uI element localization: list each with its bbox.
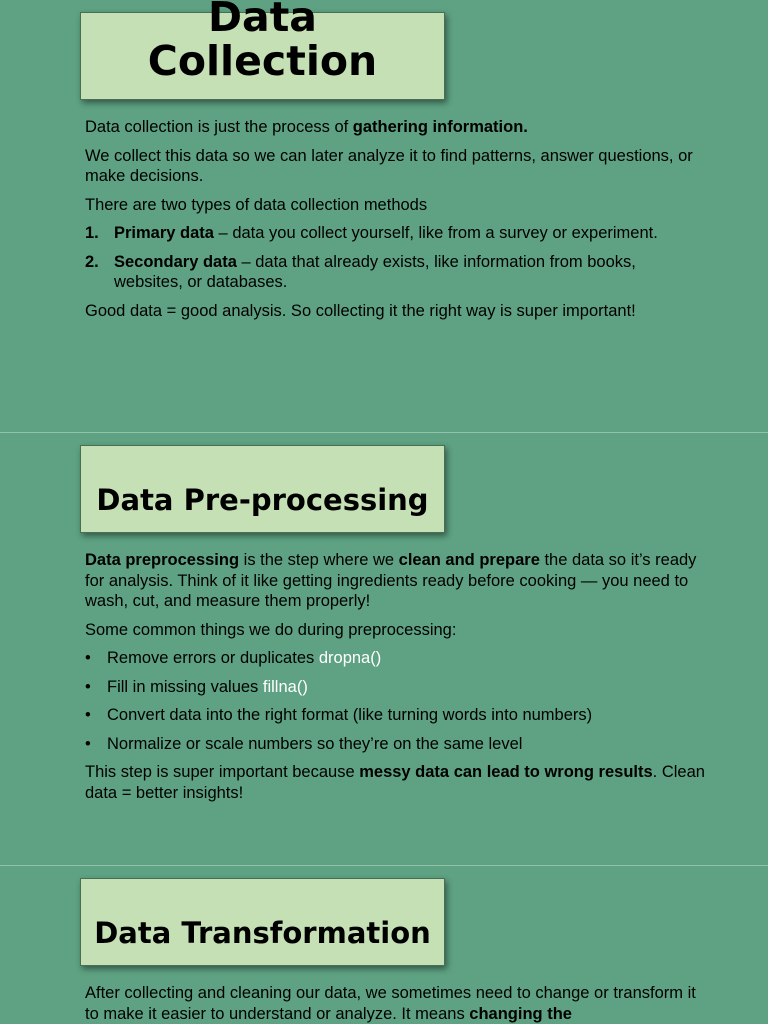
slide-title-box (80, 445, 445, 533)
slide-data-transformation (0, 866, 768, 1024)
bullet-icon: • (85, 649, 91, 667)
paragraph: After collecting and cleaning our data, we sometimes need to change or transform it to make it easier to understand or analyze. It means changing the (85, 984, 696, 1023)
list-item: 1. Primary data – data you collect yourself, like from a survey or experiment. (85, 224, 658, 242)
code-snippet: fillna() (262, 677, 308, 696)
list-item: • Remove errors or duplicates dropna() (85, 649, 382, 667)
slide-body (85, 983, 705, 1024)
slide-body (85, 550, 705, 811)
slide-title: Data Pre-processing (96, 482, 429, 517)
list-item: • Normalize or scale numbers so they’re on the same level (85, 734, 523, 753)
slide-title: Data Transformation (94, 915, 431, 950)
slide-data-preprocessing (0, 433, 768, 865)
slide-data-collection (0, 0, 768, 432)
code-snippet: dropna() (318, 649, 382, 667)
list-item: • Convert data into the right format (like turning words into numbers) (85, 706, 593, 724)
list-item: • Fill in missing values fillna() (85, 677, 308, 696)
paragraph: We collect this data so we can later analyze it to find patterns, answer questions, or make decisions. (85, 146, 693, 185)
bullet-icon: • (85, 706, 91, 724)
list-item: 2. Secondary data – data that already exists, like information from books, websites, or databases. (85, 252, 636, 291)
paragraph: Some common things we do during preprocessing: (85, 620, 457, 639)
bullet-list (85, 648, 705, 754)
slide-title-box (80, 0, 445, 100)
slide-body (85, 117, 705, 329)
paragraph: Data preprocessing is the step where we clean and prepare the data so it’s ready for analysis. Think of it like getting ingredients ready before cooking — you need to wash, cut, and measure them properly! (85, 551, 697, 610)
slide-title-box (80, 878, 445, 966)
numbered-list (85, 223, 705, 293)
slide-title: Data Collection (147, 0, 378, 85)
paragraph: This step is super important because messy data can lead to wrong results. Clean data = better insights! (85, 763, 705, 802)
bullet-icon: • (85, 677, 91, 696)
paragraph: Good data = good analysis. So collecting it the right way is super important! (85, 301, 636, 320)
paragraph: There are two types of data collection methods (85, 195, 428, 214)
bullet-icon: • (85, 734, 91, 753)
paragraph: Data collection is just the process of gathering information. (85, 118, 528, 136)
